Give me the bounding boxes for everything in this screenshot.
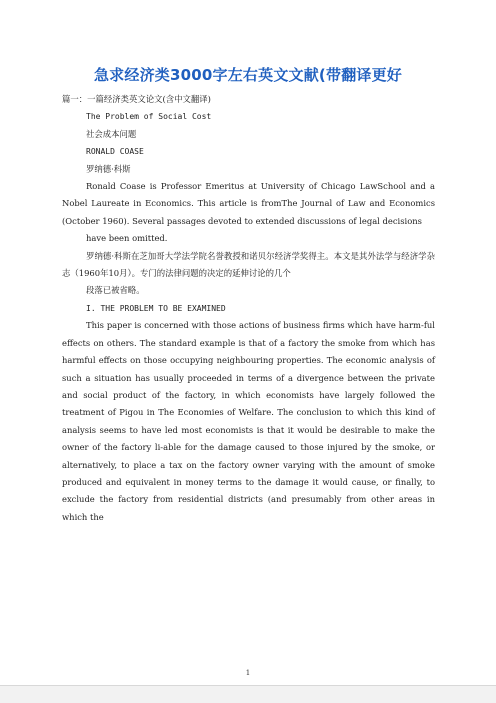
page-bottom-edge: [0, 685, 496, 703]
section-heading: I. THE PROBLEM TO BE EXAMINED: [86, 303, 226, 313]
page-number: 1: [245, 669, 251, 677]
document-body: [62, 91, 435, 526]
paragraph-author-en: RONALD COASE: [86, 147, 144, 157]
paragraph-intro: 篇一：一篇经济类英文论文(含中文翻译): [62, 94, 211, 104]
paragraph-article-title-en: The Problem of Social Cost: [86, 112, 212, 122]
paragraph-article-title-cn: 社会成本问题: [86, 128, 137, 139]
paragraph-omitted-en: have been omitted.: [86, 233, 168, 244]
paragraph-author-bio-en: Ronald Coase is Professor Emeritus at University of Chicago LawSchool and a Nobel Laureate in Economics. This article is fromThe Journal of Law and Economics (October 1960). Several passages devoted to extended discussions of legal decisions: [62, 181, 435, 226]
document-title: 急求经济类3000字左右英文文献(带翻译更好: [93, 66, 402, 84]
paragraph-section-body: This paper is concerned with those actions of business firms which have harm-ful effects on others. The standard example is that of a factory the smoke from which has harmful effects on those occupying neighbouring properties. The economic analysis of such a situation has usually proceeded in terms of a divergence between the private and social product of the factory, in which economists have largely followed the treatment of Pigou in The Economies of Welfare. The conclusion to which this kind of analysis seems to have led most economists is that it would be desirable to make the owner of the factory li-able for the damage caused to those injured by the smoke, or alternatively, to place a tax on the factory owner varying with the amount of smoke produced and equivalent in money terms to the damage it would cause, or finally, to exclude the factory from residential districts (and presumably from other areas in which the: [62, 320, 435, 522]
paragraph-author-bio-cn: 罗纳德·科斯在芝加哥大学法学院名誉教授和诺贝尔经济学奖得主。本文是其外法学与经济学杂志（1960年10月）。专门的法律问题的决定的延伸讨论的几个: [62, 250, 435, 279]
paragraph-author-cn: 罗纳德·科斯: [86, 163, 131, 174]
paragraph-omitted-cn: 段落已被省略。: [86, 285, 145, 296]
